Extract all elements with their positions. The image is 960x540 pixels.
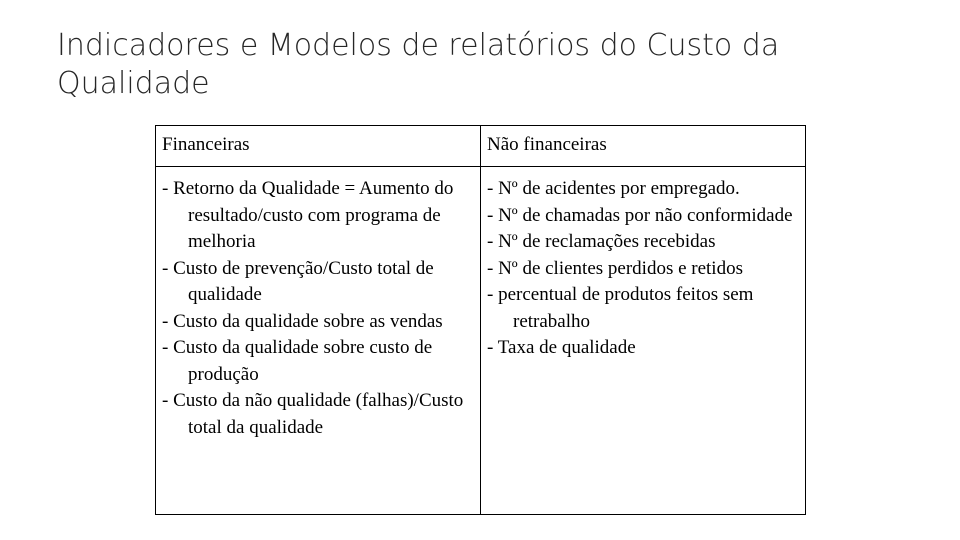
- list-item: - Nº de chamadas por não conformidade: [487, 204, 793, 226]
- nao-financeiras-list: [487, 176, 799, 362]
- slide-title: Indicadores e Modelos de relatórios do Custo da Qualidade: [57, 28, 780, 101]
- list-item: - percentual de produtos feitos sem retrabalho: [487, 284, 754, 332]
- list-item: - Taxa de qualidade: [487, 337, 636, 358]
- table-body-row: [156, 167, 806, 515]
- financeiras-list: [162, 176, 474, 441]
- header-nao-financeiras: Não financeiras: [481, 126, 806, 167]
- list-item: - Custo da não qualidade (falhas)/Custo total da qualidade: [162, 390, 464, 438]
- table-header-row: [156, 126, 806, 167]
- financeiras-cell: [156, 167, 481, 515]
- list-item: - Nº de reclamações recebidas: [487, 231, 716, 252]
- list-item: - Custo da qualidade sobre custo de produção: [162, 337, 433, 385]
- nao-financeiras-cell: [481, 167, 806, 515]
- list-item: - Nº de acidentes por empregado.: [487, 178, 740, 199]
- cost-indicators-table: [155, 125, 806, 515]
- list-item: - Nº de clientes perdidos e retidos: [487, 257, 743, 279]
- header-financeiras: Financeiras: [156, 126, 481, 167]
- list-item: - Retorno da Qualidade = Aumento do resultado/custo com programa de melhoria: [162, 178, 454, 252]
- list-item: - Custo de prevenção/Custo total de qualidade: [162, 257, 434, 305]
- cost-indicators-table-container: [155, 125, 805, 515]
- list-item: - Custo da qualidade sobre as vendas: [162, 310, 443, 332]
